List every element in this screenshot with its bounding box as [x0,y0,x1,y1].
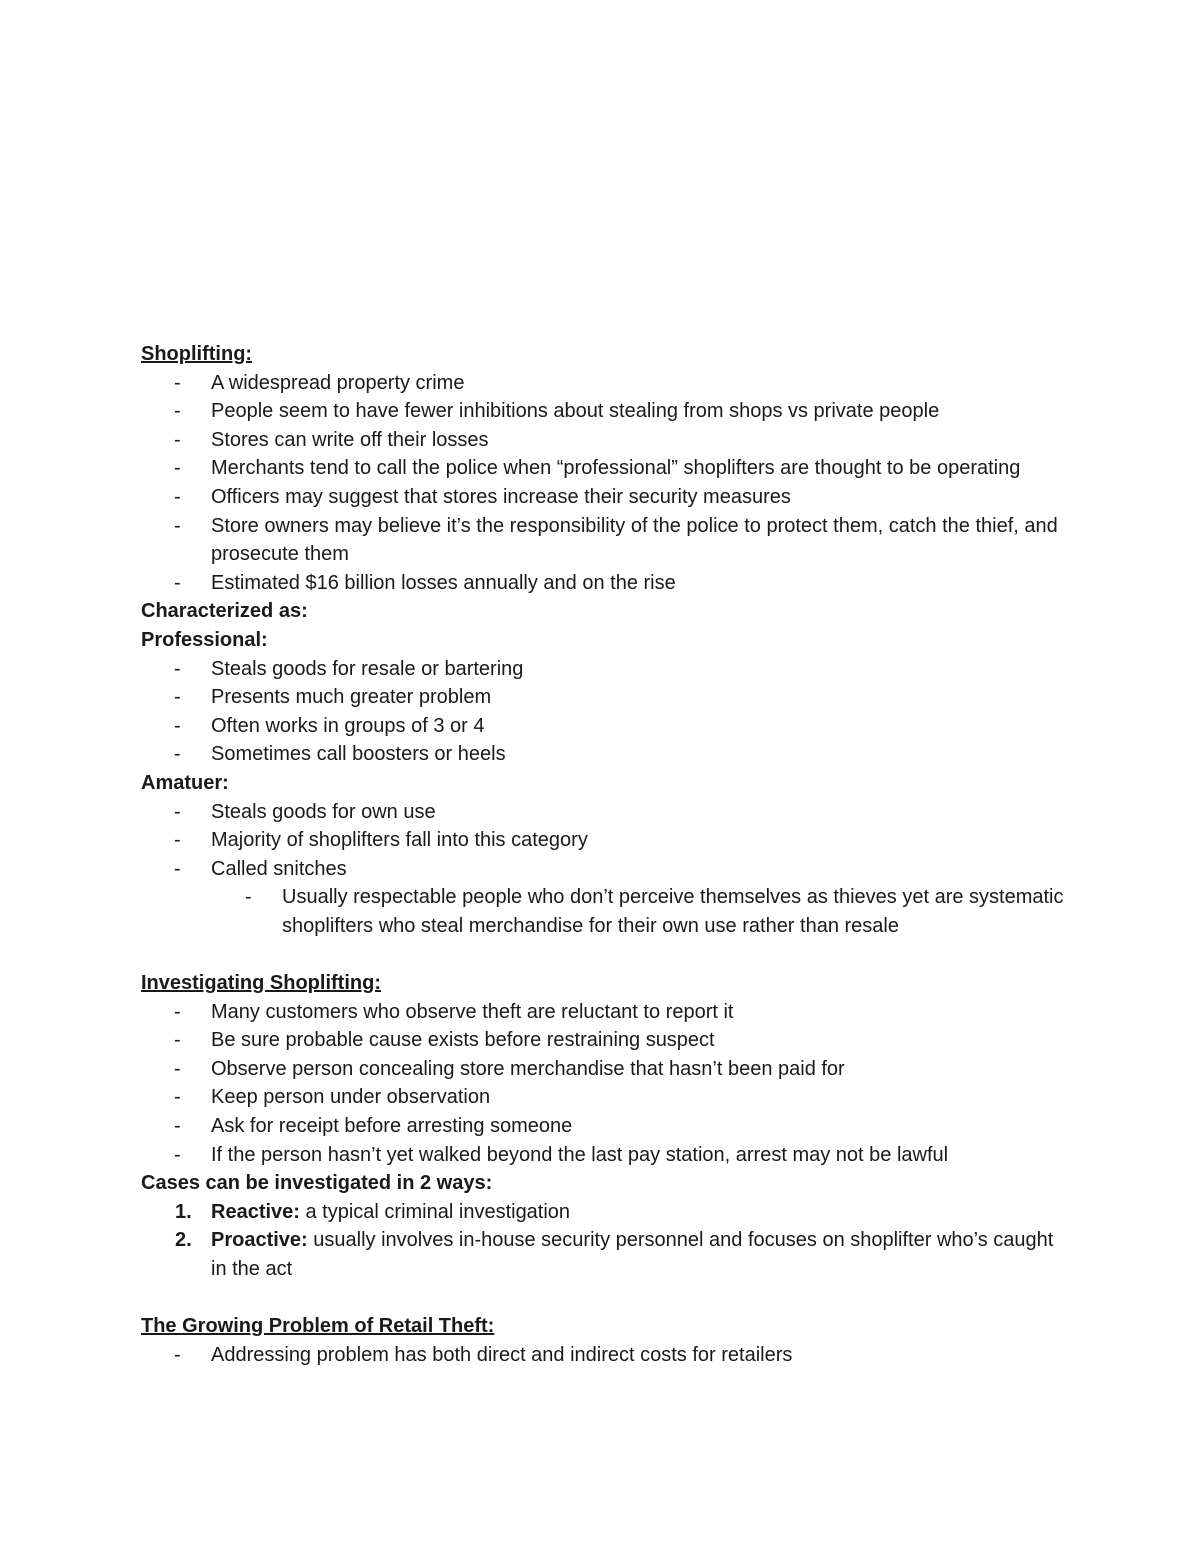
spacer [141,1284,1071,1313]
professional-list [141,655,1071,769]
list-item: - Often works in groups of 3 or 4 [141,712,1071,741]
investigating-list [141,998,1071,1170]
list-item: - Addressing problem has both direct and indirect costs for retailers [141,1341,1071,1370]
list-item: - Presents much greater problem [141,683,1071,712]
list-item: - Many customers who observe theft are reluctant to report it [141,998,1071,1027]
list-item: - Sometimes call boosters or heels [141,740,1071,769]
item-term: Proactive: [211,1229,308,1252]
heading-investigating-shoplifting: Investigating Shoplifting: [141,972,381,995]
investigation-ways-list [141,1198,1071,1284]
list-item: - If the person hasn’t yet walked beyond the last pay station, arrest may not be lawful [141,1141,1071,1170]
list-item: - Observe person concealing store merchandise that hasn’t been paid for [141,1055,1071,1084]
list-item: - Keep person under observation [141,1083,1071,1112]
item-term: Reactive: [211,1200,300,1223]
heading-amateur: Amatuer: [141,771,229,794]
item-text: usually involves in-house security personnel and focuses on shoplifter who’s caught in the act [211,1229,1054,1280]
sub-list-item: - Usually respectable people who don’t perceive themselves as thieves yet are systematic shoplifters who steal merchandise for their own use rather than resale [141,883,1071,940]
heading-retail-theft: The Growing Problem of Retail Theft: [141,1315,495,1338]
item-number: 2. [175,1229,192,1252]
list-item: - Officers may suggest that stores increase their security measures [141,483,1071,512]
list-item: - Called snitches [141,855,1071,884]
list-item: - Stores can write off their losses [141,426,1071,455]
list-item: - Store owners may believe it’s the responsibility of the police to protect them, catch the thief, and prosecute them [141,512,1071,569]
list-item: - Be sure probable cause exists before restraining suspect [141,1026,1071,1055]
heading-characterized-as: Characterized as: [141,600,308,623]
shoplifting-list [141,369,1071,598]
item-text: a typical criminal investigation [299,1200,571,1223]
amateur-list [141,798,1071,884]
amateur-sub-list [141,883,1071,940]
list-item: - Steals goods for resale or bartering [141,655,1071,684]
list-item: - Steals goods for own use [141,798,1071,827]
heading-professional: Professional: [141,628,268,651]
numbered-item [141,1198,1071,1227]
list-item: - Merchants tend to call the police when “professional” shoplifters are thought to be operating [141,454,1071,483]
list-item: - Ask for receipt before arresting someone [141,1112,1071,1141]
list-item: - A widespread property crime [141,369,1071,398]
list-item: - Majority of shoplifters fall into this category [141,826,1071,855]
numbered-item [141,1226,1071,1283]
spacer [141,940,1071,969]
list-item: - Estimated $16 billion losses annually and on the rise [141,569,1071,598]
retail-theft-list [141,1341,1071,1370]
heading-shoplifting: Shoplifting: [141,343,253,365]
list-item: - People seem to have fewer inhibitions about stealing from shops vs private people [141,397,1071,426]
item-number: 1. [175,1200,192,1223]
document-body [141,340,1071,1369]
heading-investigation-ways: Cases can be investigated in 2 ways: [141,1172,493,1195]
